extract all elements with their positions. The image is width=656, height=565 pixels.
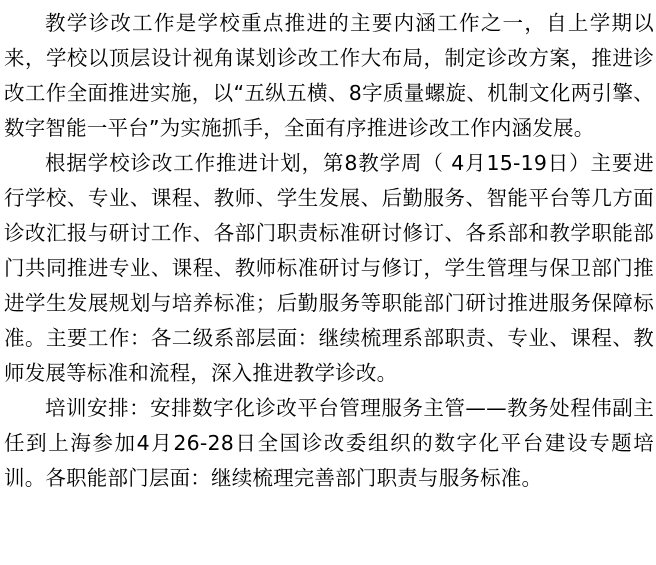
paragraph-week-plan: 根据学校诊改工作推进计划，第8教学周（ 4月15-19日）主要进行学校、专业、课程、教师、学生发展、后勤服务、智能平台等几方面诊改汇报与研讨工作、各部门职责标准研讨修订、各系部和教学职能部门共同推进专业、课程、教师标准研讨与修订，学生管理与保卫部门推进学生发展规划与培养标准；后勤服务等职能部门研讨推进服务保障标准。主要工作：各二级系部层面：继续梳理系部职责、专业、课程、教师发展等标准和流程，深入推进教学诊改。: [4, 151, 654, 385]
paragraph-intro: 教学诊改工作是学校重点推进的主要内涵工作之一，自上学期以来，学校以顶层设计视角谋划诊改工作大布局，制定诊改方案，推进诊改工作全面推进实施，以“五纵五横、8字质量螺旋、机制文化两引擎、数字智能一平台”为实施抓手，全面有序推进诊改工作内涵发展。: [4, 11, 654, 140]
paragraph-training: 培训安排：安排数字化诊改平台管理服务主管——教务处程伟副主任到上海参加4月26-28日全国诊改委组织的数字化平台建设专题培训。各职能部门层面：继续梳理完善部门职责与服务标准。: [4, 396, 654, 490]
